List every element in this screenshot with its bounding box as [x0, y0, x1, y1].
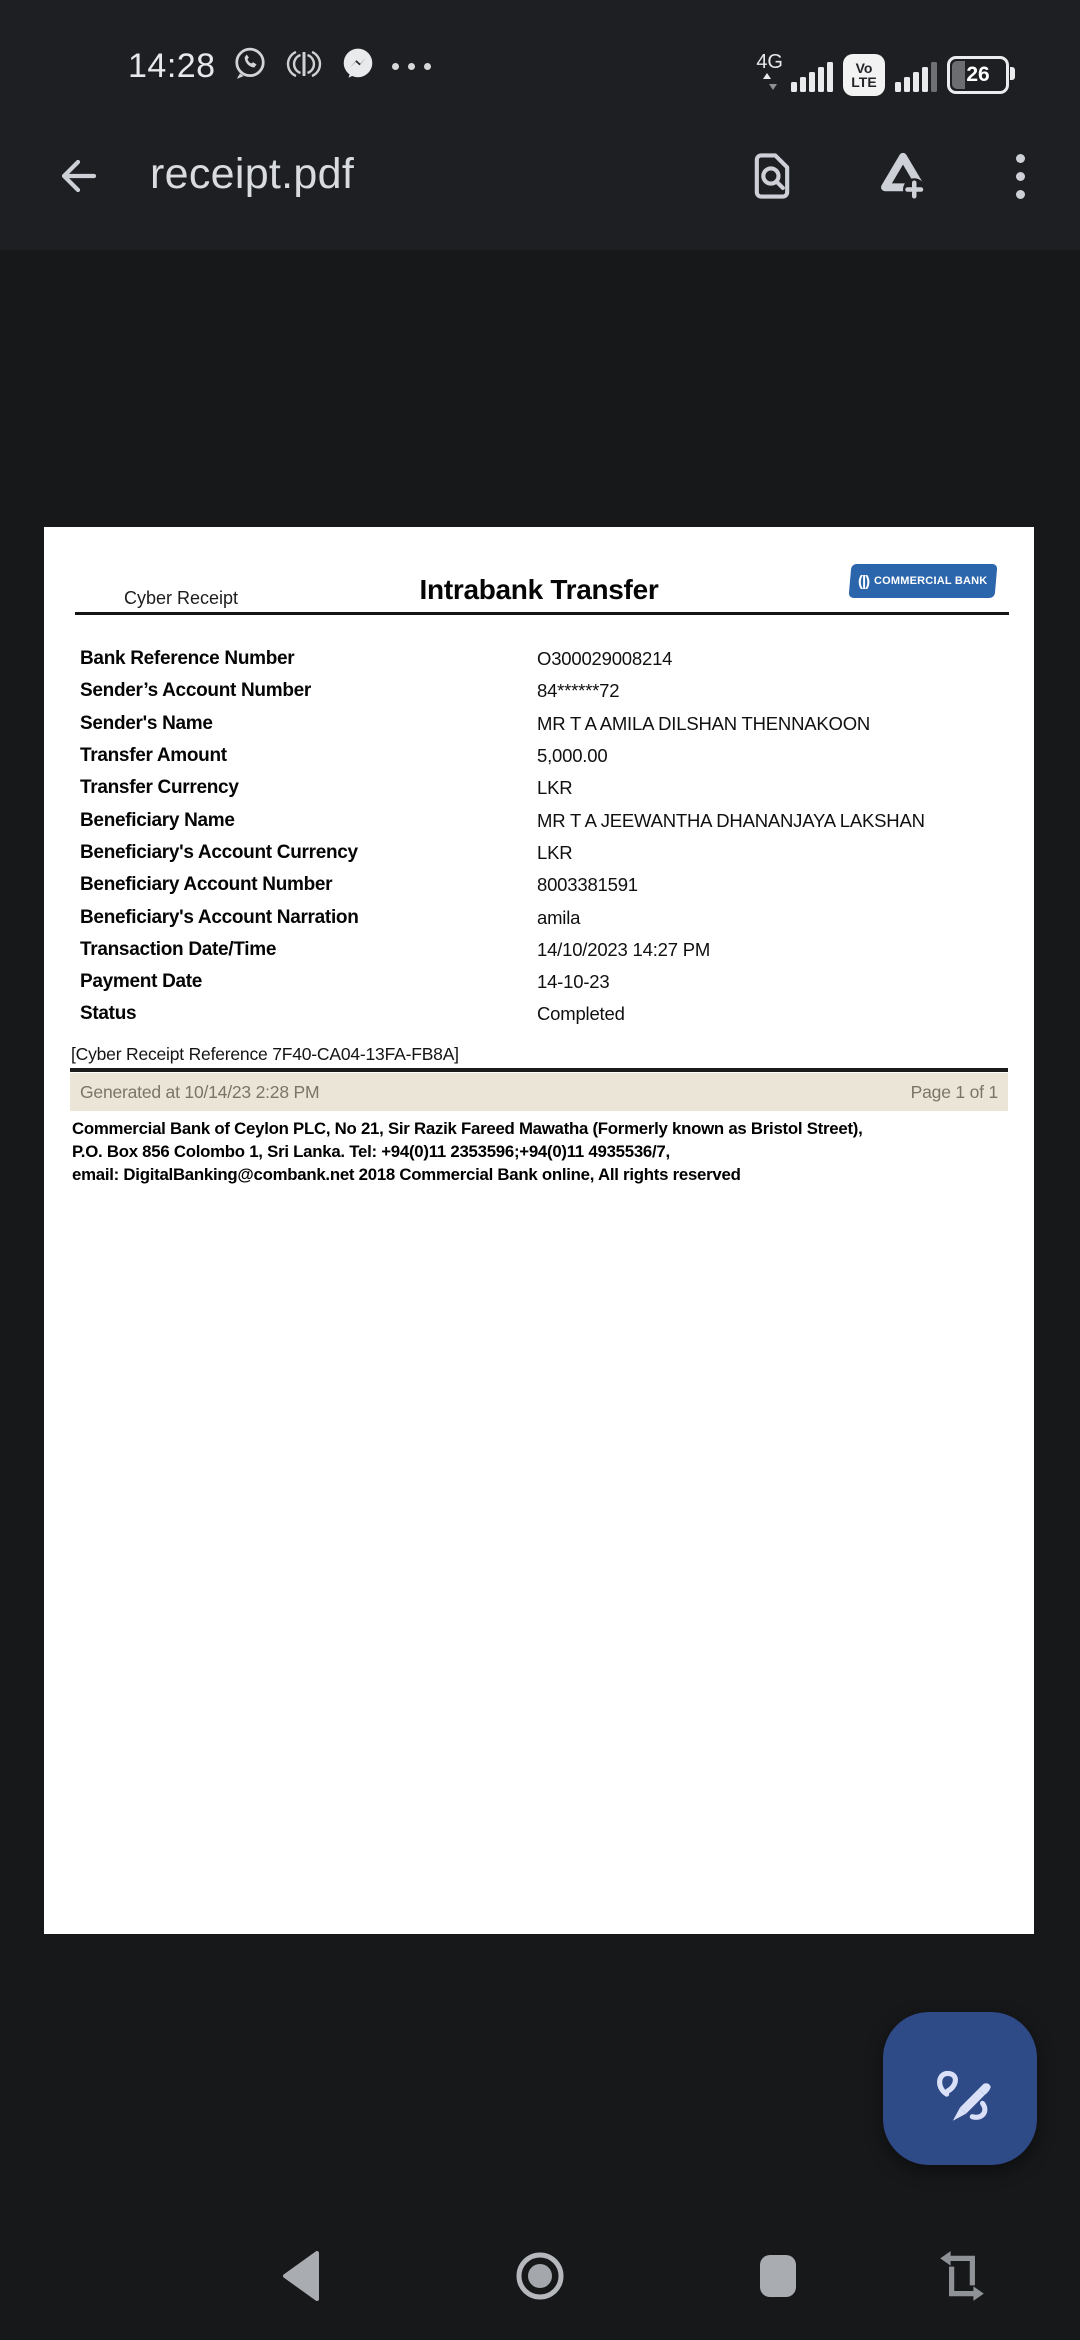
field-value: 14-10-23: [537, 971, 610, 993]
network-type: 4G: [756, 52, 783, 92]
field-value: MR T A JEEWANTHA DHANANJAYA LAKSHAN: [537, 809, 925, 831]
bank-logo-text: COMMERCIAL BANK: [874, 575, 988, 587]
nav-home-button[interactable]: [485, 2230, 595, 2322]
field-value: 8003381591: [537, 874, 638, 896]
overflow-menu-button[interactable]: [992, 148, 1048, 204]
receipt-field-row: [80, 804, 1010, 836]
volte-badge: Vo LTE: [843, 54, 885, 96]
signal-bars-sim2-icon: [895, 62, 937, 92]
field-label: Sender’s Account Number: [80, 680, 311, 702]
footer-address-line: P.O. Box 856 Colombo 1, Sri Lanka. Tel: +94(0)11 2353596;+94(0)11 4935536/7,: [72, 1142, 670, 1161]
receipt-field-row: [80, 934, 1010, 966]
annotate-fab[interactable]: [883, 2012, 1037, 2165]
annotate-pen-icon: [919, 2048, 1001, 2130]
bank-logo-glyph: (|): [858, 572, 870, 590]
doc-type-label: Cyber Receipt: [124, 588, 239, 608]
battery-percent: 26: [966, 63, 990, 86]
nav-recents-button[interactable]: [723, 2230, 833, 2322]
pdf-page[interactable]: [44, 527, 1034, 1934]
field-label: Beneficiary Account Number: [80, 874, 333, 896]
receipt-field-row: [80, 675, 1010, 707]
rotate-screen-button[interactable]: [907, 2230, 1017, 2322]
footer-address-line: email: DigitalBanking@combank.net 2018 Commercial Bank online, All rights reserved: [72, 1165, 741, 1184]
field-label: Beneficiary's Account Narration: [80, 906, 359, 928]
clock: 14:28: [128, 46, 216, 85]
field-value: LKR: [537, 777, 573, 799]
messenger-icon: [340, 46, 376, 87]
footer-address-line: Commercial Bank of Ceylon PLC, No 21, Sir Razik Fareed Mawatha (Formerly known as Bristol Street),: [72, 1119, 863, 1138]
receipt-field-row: [80, 837, 1010, 869]
find-in-file-button[interactable]: [744, 148, 800, 204]
field-value: O300029008214: [537, 648, 673, 670]
page-indicator: Page 1 of 1: [910, 1081, 998, 1102]
overflow-menu-icon: [1016, 154, 1025, 199]
receipt-field-row: [80, 966, 1010, 998]
receipt-field-row: [80, 869, 1010, 901]
receipt-field-row: [80, 901, 1010, 933]
field-label: Transaction Date/Time: [80, 938, 277, 960]
receipt-field-row: [80, 708, 1010, 740]
field-value: MR T A AMILA DILSHAN THENNAKOON: [537, 712, 871, 734]
battery-icon: [947, 56, 1009, 94]
receipt-field-row: [80, 772, 1010, 804]
footer-address: [72, 1117, 863, 1186]
status-bar-left: [128, 40, 431, 92]
receipt-reference-line: [Cyber Receipt Reference 7F40-CA04-13FA-FB8A]: [71, 1044, 459, 1064]
data-arrows-icon: [762, 72, 778, 92]
nav-recents-icon: [757, 2252, 799, 2300]
document-title: receipt.pdf: [150, 150, 355, 198]
navigation-bar: [0, 2230, 1080, 2340]
field-label: Beneficiary Name: [80, 809, 235, 831]
field-label: Sender's Name: [80, 712, 213, 734]
field-label: Bank Reference Number: [80, 648, 295, 670]
field-label: Transfer Amount: [80, 745, 227, 767]
receipt-field-row: [80, 998, 1010, 1030]
field-value: 84******72: [537, 680, 620, 702]
add-to-drive-button[interactable]: [875, 148, 931, 204]
generated-bar: [70, 1073, 1008, 1111]
top-chrome: [0, 0, 1080, 250]
field-label: Beneficiary's Account Currency: [80, 841, 358, 863]
nav-back-icon: [281, 2250, 321, 2302]
rotate-screen-icon: [939, 2248, 985, 2304]
field-label: Status: [80, 1003, 137, 1025]
signal-bars-sim1-icon: [791, 62, 833, 92]
add-to-drive-icon: [876, 149, 930, 203]
status-bar-right: [756, 36, 1009, 92]
header-divider: [75, 612, 1009, 615]
field-value: Completed: [537, 1003, 625, 1025]
nav-back-button[interactable]: [246, 2230, 356, 2322]
receipt-fields: [80, 643, 1010, 1031]
back-arrow-icon: [52, 152, 100, 200]
field-value: amila: [537, 906, 581, 928]
whatsapp-icon: [232, 46, 268, 87]
battery-fill: [952, 61, 965, 89]
receipt-field-row: [80, 643, 1010, 675]
more-notifications-icon: [392, 63, 431, 70]
field-value: 14/10/2023 14:27 PM: [537, 938, 711, 960]
nav-home-icon: [514, 2250, 566, 2302]
receipt-field-row: [80, 740, 1010, 772]
field-value: 5,000.00: [537, 745, 608, 767]
field-label: Payment Date: [80, 971, 203, 993]
search-in-document-icon: [746, 150, 798, 202]
field-value: LKR: [537, 841, 573, 863]
back-button[interactable]: [48, 148, 104, 204]
generated-at: Generated at 10/14/23 2:28 PM: [80, 1081, 320, 1102]
footer-divider: [70, 1068, 1008, 1072]
field-label: Transfer Currency: [80, 777, 239, 799]
receipt-title: Intrabank Transfer: [419, 574, 659, 605]
combank-icon: [284, 47, 324, 86]
commercial-bank-logo: [849, 564, 998, 598]
